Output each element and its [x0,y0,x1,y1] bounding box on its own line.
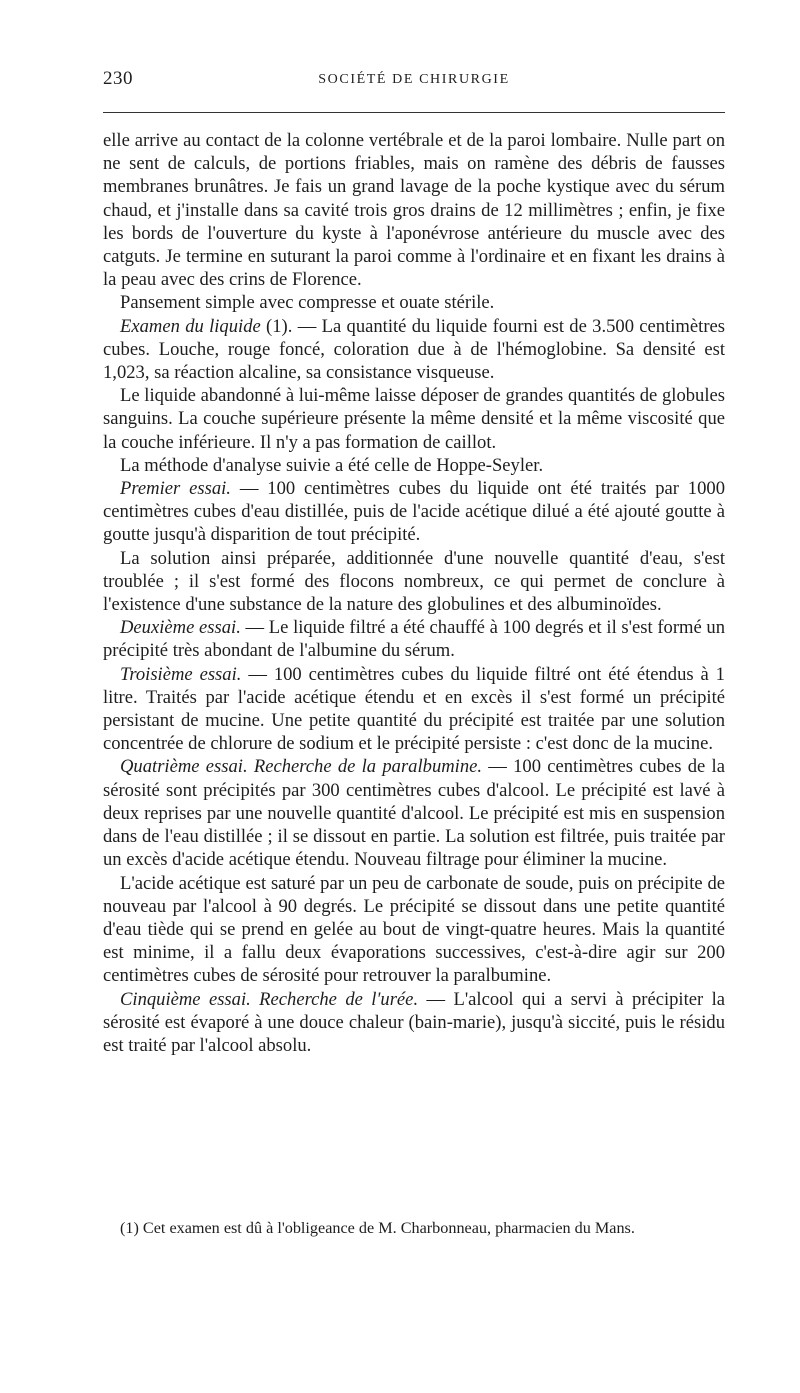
paragraph: Quatrième essai. Recherche de la paralbumine. — 100 centimètres cubes de la sérosité sont précipités par 300 centimètres cubes d'alcool. Le précipité est lavé à deux reprises par une nouvelle quantité d'alcool. Le précipité est mis en suspension dans de l'eau distillée ; il se dissout en partie. La solution est filtrée, puis traitée par un excès d'acide acétique étendu. Nouveau filtrage pour éliminer la mucine. [103,756,725,871]
paragraph: Pansement simple avec compresse et ouate stérile. [120,292,495,314]
section-label: Troisième essai. [120,663,242,685]
footnote-text: (1) Cet examen est dû à l'obligeance de M. Charbonneau, pharmacien du Mans. [120,1219,635,1237]
section-label: Examen du liquide [120,315,261,337]
paragraph: La solution ainsi préparée, additionnée d'une nouvelle quantité d'eau, s'est troublée ; il s'est formé des flocons nombreux, ce qui permet de conclure à l'existence d'une substance de la nature des globulines et des albuminoïdes. [103,547,725,616]
running-title: SOCIÉTÉ DE CHIRURGIE [318,72,510,87]
section-label: Quatrième essai. Recherche de la paralbumine. [120,756,483,778]
page-header [103,68,725,98]
paragraph: L'acide acétique est saturé par un peu de carbonate de soude, puis on précipite de nouveau par l'alcool à 90 degrés. Le précipité se dissout dans une petite quantité d'eau tiède qui se prend en gelée au bout de vingt-quatre heures. Mais la quantité est minime, il a fallu deux évaporations successives, c'est-à-dire agir sur 200 centimètres cubes de sérosité pour retrouver la paralbumine. [103,872,725,987]
page-number: 230 [103,68,133,89]
paragraph: elle arrive au contact de la colonne vertébrale et de la paroi lombaire. Nulle part on ne sent de calculs, de portions friables, mais on ramène des débris de fausses membranes brunâtres. Je fais un grand lavage de la poche kystique avec du sérum chaud, et j'installe dans sa cavité trois gros drains de 12 millimètres ; enfin, je fixe les bords de l'ouverture du kyste à l'aponévrose antérieure du muscle avec des catguts. Je termine en suturant la paroi comme à l'ordinaire et en fixant les drains à la peau avec des crins de Florence. [103,130,725,291]
section-label: Premier essai. [120,478,231,500]
section-label: Cinquième essai. Recherche de l'urée. [120,988,419,1010]
paragraph: Deuxième essai. — Le liquide filtré a été chauffé à 100 degrés et il s'est formé un précipité très abondant de l'albumine du sérum. [103,617,725,662]
paragraph: Le liquide abandonné à lui-même laisse déposer de grandes quantités de globules sanguins. La couche supérieure présente la même densité et la même viscosité que la couche inférieure. Il n'y a pas formation de caillot. [103,385,725,453]
paragraph: Cinquième essai. Recherche de l'urée. — L'alcool qui a servi à précipiter la sérosité est évaporé à une douce chaleur (bain-marie), jusqu'à siccité, puis le résidu est traité par l'alcool absolu. [103,988,725,1056]
paragraph: Premier essai. — 100 centimètres cubes du liquide ont été traités par 1000 centimètres cubes d'eau distillée, puis de l'acide acétique dilué a été ajouté goutte à goutte jusqu'à disparition de tout précipité. [103,478,725,546]
paragraph: La méthode d'analyse suivie a été celle de Hoppe-Seyler. [120,454,544,476]
body-text [103,129,725,1057]
paragraph: Troisième essai. — 100 centimètres cubes du liquide filtré ont été étendus à 1 litre. Traités par l'acide acétique étendu et en excès il s'est formé un précipité persistant de mucine. Une petite quantité du précipité est traitée par une solution concentrée de chlorure de sodium et le précipité persiste : c'est donc de la mucine. [103,663,725,755]
paragraph: Examen du liquide (1). — La quantité du liquide fourni est de 3.500 centimètres cubes. Louche, rouge foncé, coloration due à de l'hémoglobine. Sa densité est 1,023, sa réaction alcaline, sa consistance visqueuse. [103,315,725,384]
header-rule [103,112,725,113]
section-label: Deuxième essai. [120,617,241,639]
footnote [103,1218,725,1240]
